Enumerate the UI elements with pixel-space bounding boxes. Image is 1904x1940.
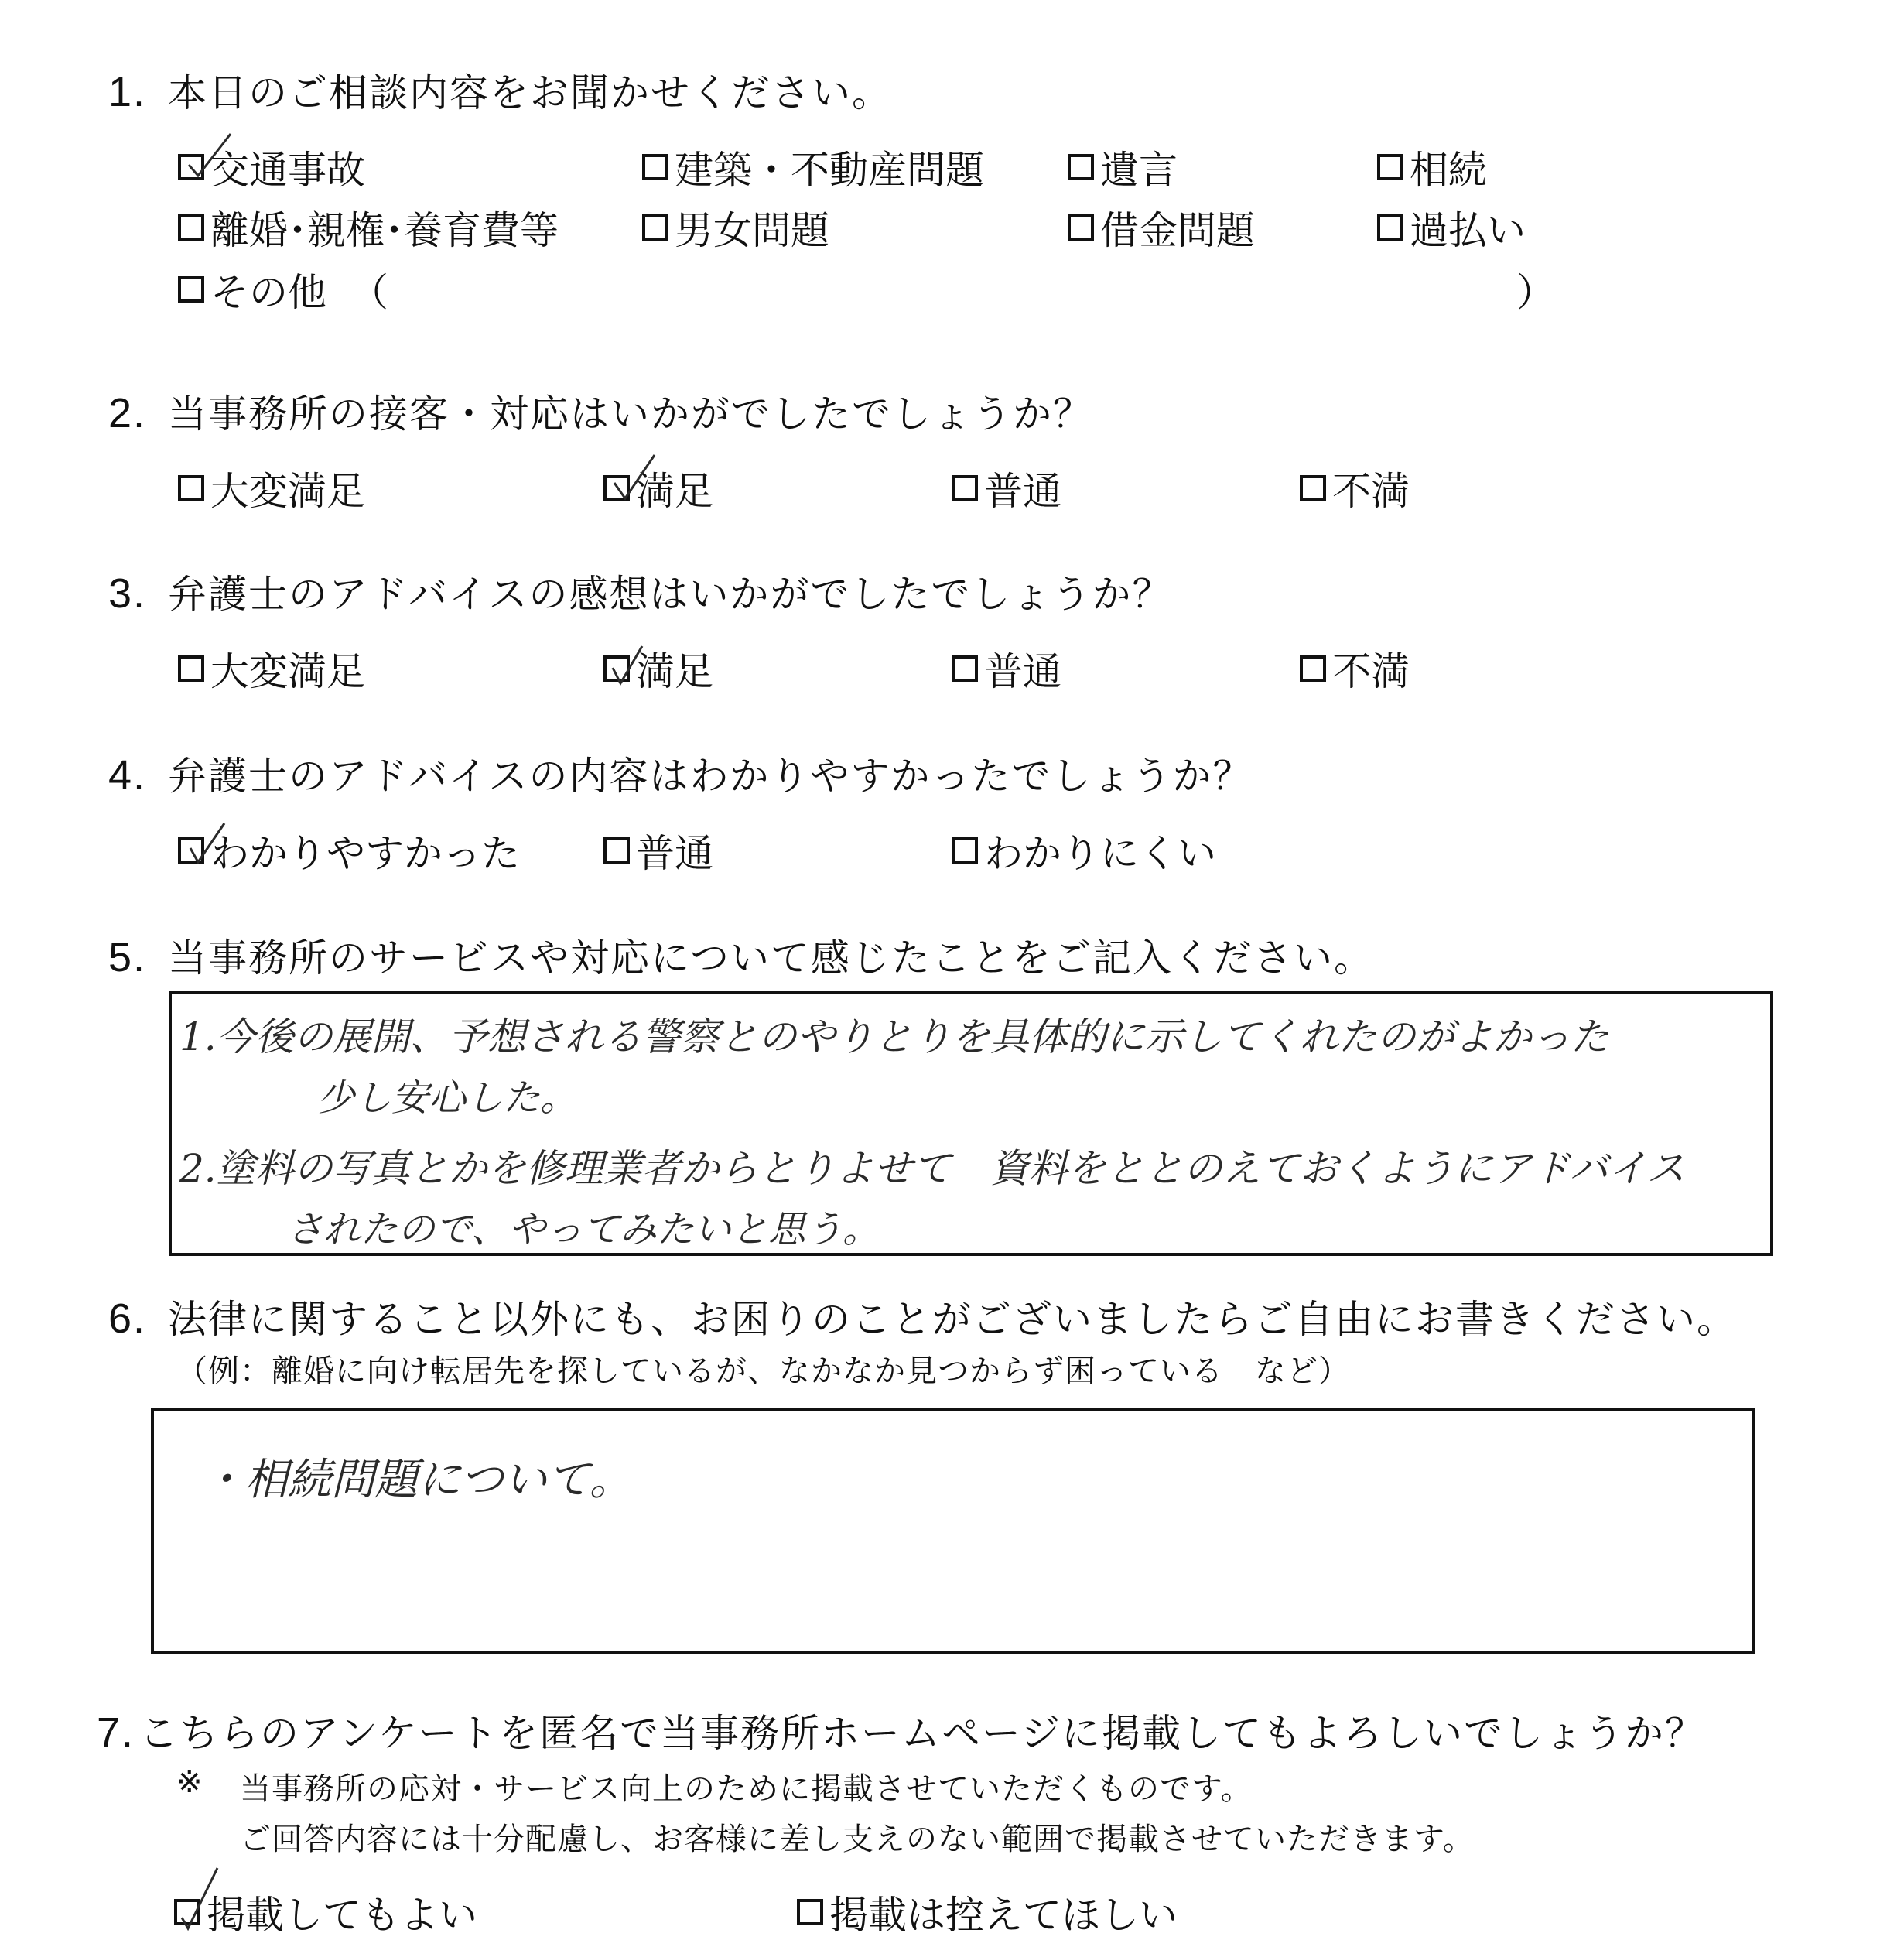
option-label: その他	[210, 270, 326, 315]
q6-number: 6.	[108, 1295, 147, 1342]
option-label: 相続	[1410, 148, 1487, 193]
q4-option-normal[interactable]	[603, 823, 713, 878]
checkbox-icon[interactable]	[1377, 154, 1403, 180]
q5-number: 5.	[108, 934, 147, 980]
q2-option-dissatisfied[interactable]	[1300, 460, 1410, 516]
option-label: わかりにくい	[984, 831, 1216, 876]
option-label: 交通事故	[210, 148, 365, 193]
q5-answer-line-3: 2.塗料の写真とかを修理業者からとりよせて 資料をととのえておくようにアドバイス	[179, 1146, 1686, 1191]
checkbox-icon[interactable]	[178, 276, 204, 303]
option-label: 大変満足	[210, 469, 365, 514]
q7-option-allow[interactable]	[174, 1884, 477, 1940]
option-label: 満足	[636, 649, 713, 694]
checkbox-icon[interactable]	[178, 154, 204, 180]
checkbox-icon[interactable]	[1068, 154, 1094, 180]
q1-question	[108, 62, 892, 118]
checkbox-icon[interactable]	[174, 1899, 200, 1925]
q3-text: 弁護士のアドバイスの感想はいかがでしたでしょうか？	[168, 572, 1173, 617]
q7-number: 7.	[97, 1709, 135, 1756]
checkbox-icon[interactable]	[178, 655, 204, 682]
q6-answer: ・相続問題について。	[201, 1455, 633, 1505]
checkbox-icon[interactable]	[603, 837, 630, 864]
q4-text: 弁護士のアドバイスの内容はわかりやすかったでしょうか？	[168, 754, 1253, 799]
checkmark-icon	[186, 131, 240, 185]
q4-option-easy[interactable]	[178, 823, 520, 878]
q1-number: 1.	[108, 69, 147, 115]
q4-option-hard[interactable]	[952, 823, 1216, 878]
checkmark-icon	[608, 642, 662, 696]
q5-answer-line-2: 少し安心した。	[317, 1076, 578, 1120]
option-label: 建築・不動産問題	[675, 148, 984, 193]
q1-text: 本日のご相談内容をお聞かせください。	[168, 70, 893, 115]
q6-text: 法律に関すること以外にも、お困りのことがございましたらご自由にお書きください。	[168, 1297, 1738, 1342]
q1-option-construction[interactable]	[642, 139, 984, 195]
checkbox-icon[interactable]	[1300, 475, 1326, 501]
q1-option-traffic[interactable]	[178, 139, 365, 195]
q5-question	[108, 927, 1374, 983]
option-label: 普通	[984, 469, 1061, 514]
checkmark-icon	[180, 1856, 234, 1925]
q1-option-divorce[interactable]	[178, 200, 559, 255]
q4-question	[108, 745, 1253, 801]
q1-option-relationship[interactable]	[642, 200, 829, 255]
option-label: 満足	[636, 469, 713, 514]
q1-option-other[interactable]	[178, 262, 388, 317]
q7-note-1: 当事務所の応対・サービス向上のために掲載させていただくものです。	[240, 1771, 1253, 1807]
checkbox-icon[interactable]	[1068, 214, 1094, 241]
other-open-paren: （	[350, 270, 388, 315]
option-label: 男女問題	[675, 208, 829, 253]
q2-number: 2.	[108, 390, 147, 436]
checkbox-icon[interactable]	[178, 475, 204, 501]
checkbox-icon[interactable]	[952, 475, 978, 501]
checkbox-icon[interactable]	[603, 655, 630, 682]
q3-option-dissatisfied[interactable]	[1300, 641, 1410, 696]
checkbox-icon[interactable]	[642, 214, 668, 241]
q4-number: 4.	[108, 752, 147, 799]
checkbox-icon[interactable]	[797, 1899, 823, 1925]
q1-option-inheritance[interactable]	[1377, 139, 1487, 195]
q7-text: こちらのアンケートを匿名で当事務所ホームページに掲載してもよろしいでしょうか？	[139, 1711, 1706, 1756]
q2-option-satisfied[interactable]	[603, 460, 713, 516]
q1-option-debt[interactable]	[1068, 200, 1255, 255]
q3-option-satisfied[interactable]	[603, 641, 713, 696]
checkbox-icon[interactable]	[1377, 214, 1403, 241]
q3-option-normal[interactable]	[952, 641, 1061, 696]
option-label: 掲載は控えてほしい	[829, 1893, 1178, 1938]
q6-example: （例：離婚に向け転居先を探しているが、なかなか見つからず困っている など）	[176, 1353, 1350, 1389]
checkbox-icon[interactable]	[642, 154, 668, 180]
option-label: 借金問題	[1100, 208, 1255, 253]
q5-text: 当事務所のサービスや対応について感じたことをご記入ください。	[168, 936, 1375, 980]
checkbox-icon[interactable]	[603, 475, 630, 501]
q7-note-2: ご回答内容には十分配慮し、お客様に差し支えのない範囲で掲載させていただきます。	[240, 1822, 1475, 1857]
other-close-paren: ）	[1516, 270, 1555, 315]
q3-option-very-satisfied[interactable]	[178, 641, 365, 696]
q2-option-very-satisfied[interactable]	[178, 460, 365, 516]
option-label: 過払い	[1410, 208, 1526, 253]
option-label: 不満	[1332, 469, 1410, 514]
checkbox-icon[interactable]	[952, 837, 978, 864]
q2-text: 当事務所の接客・対応はいかがでしたでしょうか？	[168, 392, 1094, 436]
q7-question	[97, 1702, 1705, 1758]
checkbox-icon[interactable]	[952, 655, 978, 682]
checkmark-icon	[611, 452, 665, 506]
option-label: 大変満足	[210, 649, 365, 694]
q7-note-mark: ※	[176, 1764, 203, 1800]
q2-option-normal[interactable]	[952, 460, 1061, 516]
option-label: 不満	[1332, 649, 1410, 694]
checkbox-icon[interactable]	[1300, 655, 1326, 682]
option-label: わかりやすかった	[210, 831, 520, 876]
q1-option-overpayment[interactable]	[1377, 200, 1526, 255]
q3-number: 3.	[108, 570, 147, 617]
q6-question	[108, 1288, 1737, 1344]
q3-question	[108, 563, 1173, 619]
q1-option-will[interactable]	[1068, 139, 1178, 195]
q5-answer-line-1: 1.今後の展開、予想される警察とのやりとりを具体的に示してくれたのがよかった	[179, 1014, 1609, 1059]
option-label: 離婚･親権･養育費等	[210, 208, 559, 253]
checkmark-icon	[186, 819, 240, 873]
option-label: 普通	[636, 831, 713, 876]
option-label: 掲載してもよい	[207, 1893, 477, 1938]
checkbox-icon[interactable]	[178, 837, 204, 864]
q5-answer-line-4: されたので、やってみたいと思う。	[286, 1208, 880, 1251]
checkbox-icon[interactable]	[178, 214, 204, 241]
option-label: 普通	[984, 649, 1061, 694]
option-label: 遺言	[1100, 148, 1178, 193]
q2-question	[108, 383, 1093, 439]
q7-option-decline[interactable]	[797, 1884, 1178, 1940]
